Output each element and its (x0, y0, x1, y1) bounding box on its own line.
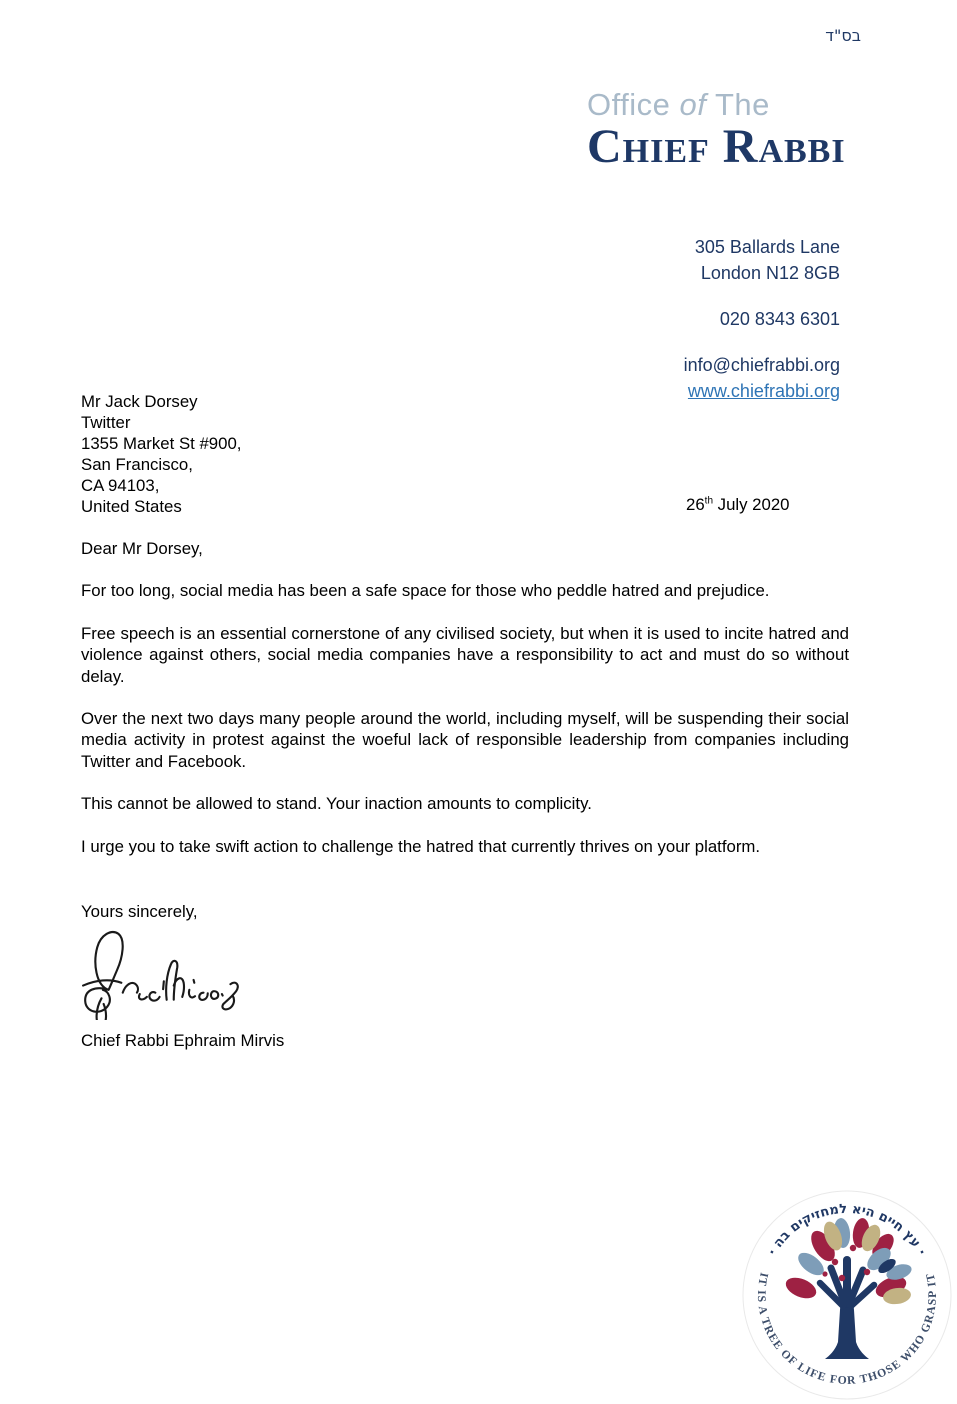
contact-address-line1: 305 Ballards Lane (694, 237, 840, 257)
logo-word-of: of (679, 87, 707, 122)
letter-paragraph: This cannot be allowed to stand. Your inaction amounts to complicity. (81, 794, 592, 814)
recipient-city: San Francisco, (81, 455, 193, 474)
spacer (684, 286, 840, 306)
signature-image (76, 920, 246, 1020)
hebrew-arc-text: · עץ חיים היא למחזיקים בה · (765, 1201, 929, 1259)
letter-body (81, 538, 849, 878)
recipient-address-block (81, 391, 241, 517)
logo-chief-rabbi-wordmark: Chief Rabbi (587, 120, 846, 173)
logo-word-the: The (714, 87, 770, 122)
date-ordinal: th (704, 495, 714, 507)
english-arc-text: IT IS A TREE OF LIFE FOR THOSE WHO GRASP IT (754, 1271, 940, 1388)
logo-top-line (587, 88, 846, 122)
tree-trunk (825, 1302, 869, 1359)
letter-paragraph: Free speech is an essential cornerstone of any civilised society, but when it is used to incite hatred and violence against others, social media companies have a responsibility to act and must do so without delay. (81, 623, 849, 686)
chief-rabbi-logo (587, 88, 846, 171)
contact-address-line2: London N12 8GB (700, 263, 840, 283)
contact-email: info@chiefrabbi.org (683, 355, 840, 375)
letter-date (686, 495, 790, 515)
recipient-name: Mr Jack Dorsey (81, 392, 198, 411)
tree-of-life-emblem (737, 1186, 957, 1404)
contact-phone: 020 8343 6301 (719, 309, 840, 329)
signatory-name: Chief Rabbi Ephraim Mirvis (81, 1031, 285, 1050)
contact-website-link[interactable]: www.chiefrabbi.org (687, 381, 840, 401)
letter-paragraph: Over the next two days many people around the world, including myself, will be suspending their social media activity in protest against the woeful lack of responsible leadership from companies including Twitter and Facebook. (81, 709, 849, 771)
salutation: Dear Mr Dorsey, (81, 539, 203, 558)
bsd-hebrew-text: בס"ד (825, 26, 861, 45)
recipient-street: 1355 Market St #900, (81, 434, 242, 453)
tree-icon (783, 1217, 914, 1359)
tree-of-life-emblem-svg (737, 1186, 957, 1404)
letter-paragraph: I urge you to take swift action to challenge the hatred that currently thrives on your platform. (81, 836, 761, 856)
date-day: 26 (686, 495, 705, 514)
date-month-year: July 2020 (713, 495, 790, 514)
logo-word-office: Office (587, 87, 671, 122)
valediction: Yours sincerely, (81, 902, 198, 921)
letter-paragraph: For too long, social media has been a safe space for those who peddle hatred and prejudice. (81, 581, 770, 601)
recipient-country: United States (81, 497, 182, 516)
recipient-zip: CA 94103, (81, 476, 160, 495)
recipient-company: Twitter (81, 413, 131, 432)
spacer (684, 332, 840, 352)
letterhead-contact-block (684, 234, 840, 404)
signature-scrawl (76, 920, 246, 1020)
